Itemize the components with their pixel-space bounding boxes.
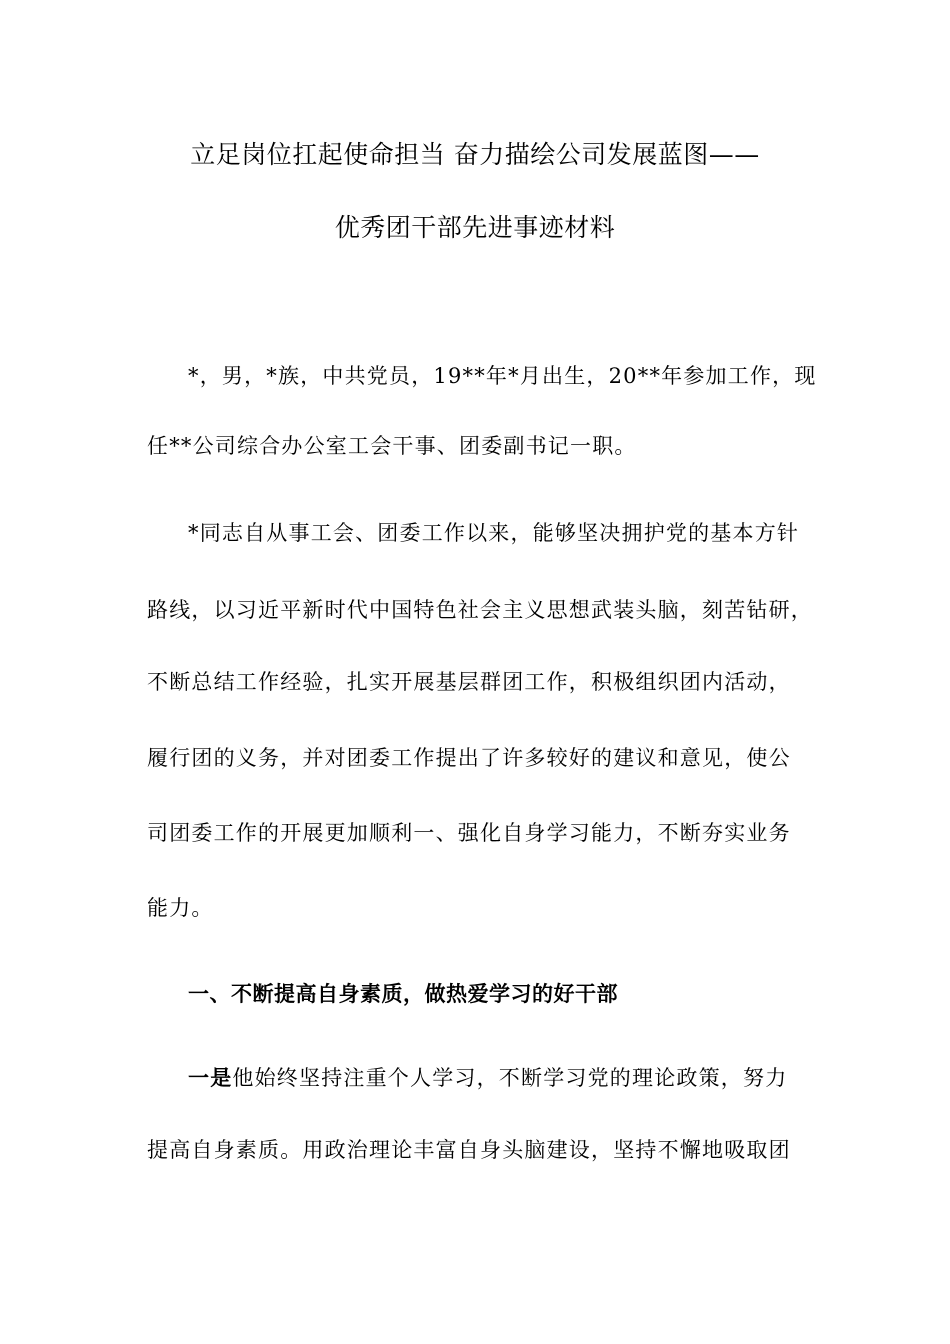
item-1-line-1 (188, 1064, 848, 1092)
paragraph-2-line-4: 履行团的义务，并对团委工作提出了许多较好的建议和意见，使公 (147, 746, 791, 770)
paragraph-1-line-1: *，男，*族，中共党员，19**年*月出生，20**年参加工作，现 (188, 364, 817, 388)
paragraph-2-line-1: *同志自从事工会、团委工作以来，能够坚决拥护党的基本方针 (188, 521, 800, 545)
document-title-line-2: 优秀团干部先进事迹材料 (334, 213, 616, 242)
item-1-line-2: 提高自身素质。用政治理论丰富自身头脑建设，坚持不懈地吸取团 (147, 1138, 791, 1162)
paragraph-2-line-2: 路线，以习近平新时代中国特色社会主义思想武装头脑，刻苦钻研， (147, 598, 813, 622)
paragraph-2-line-6: 能力。 (147, 896, 214, 920)
paragraph-2-line-5: 司团委工作的开展更加顺利一、强化自身学习能力，不断夯实业务 (147, 821, 791, 845)
paragraph-1-line-2: 任**公司综合办公室工会干事、团委副书记一职。 (147, 434, 637, 458)
paragraph-2-line-3: 不断总结工作经验，扎实开展基层群团工作，积极组织团内活动， (147, 670, 791, 694)
document-title-line-1: 立足岗位扛起使命担当 奋力描绘公司发展蓝图—— (190, 140, 760, 169)
item-1-line-1-text: 他始终坚持注重个人学习，不断学习党的理论政策，努力 (232, 1066, 788, 1090)
item-1-lead: 一是 (188, 1066, 233, 1090)
section-heading: 一、不断提高自身素质，做热爱学习的好干部 (188, 982, 618, 1006)
